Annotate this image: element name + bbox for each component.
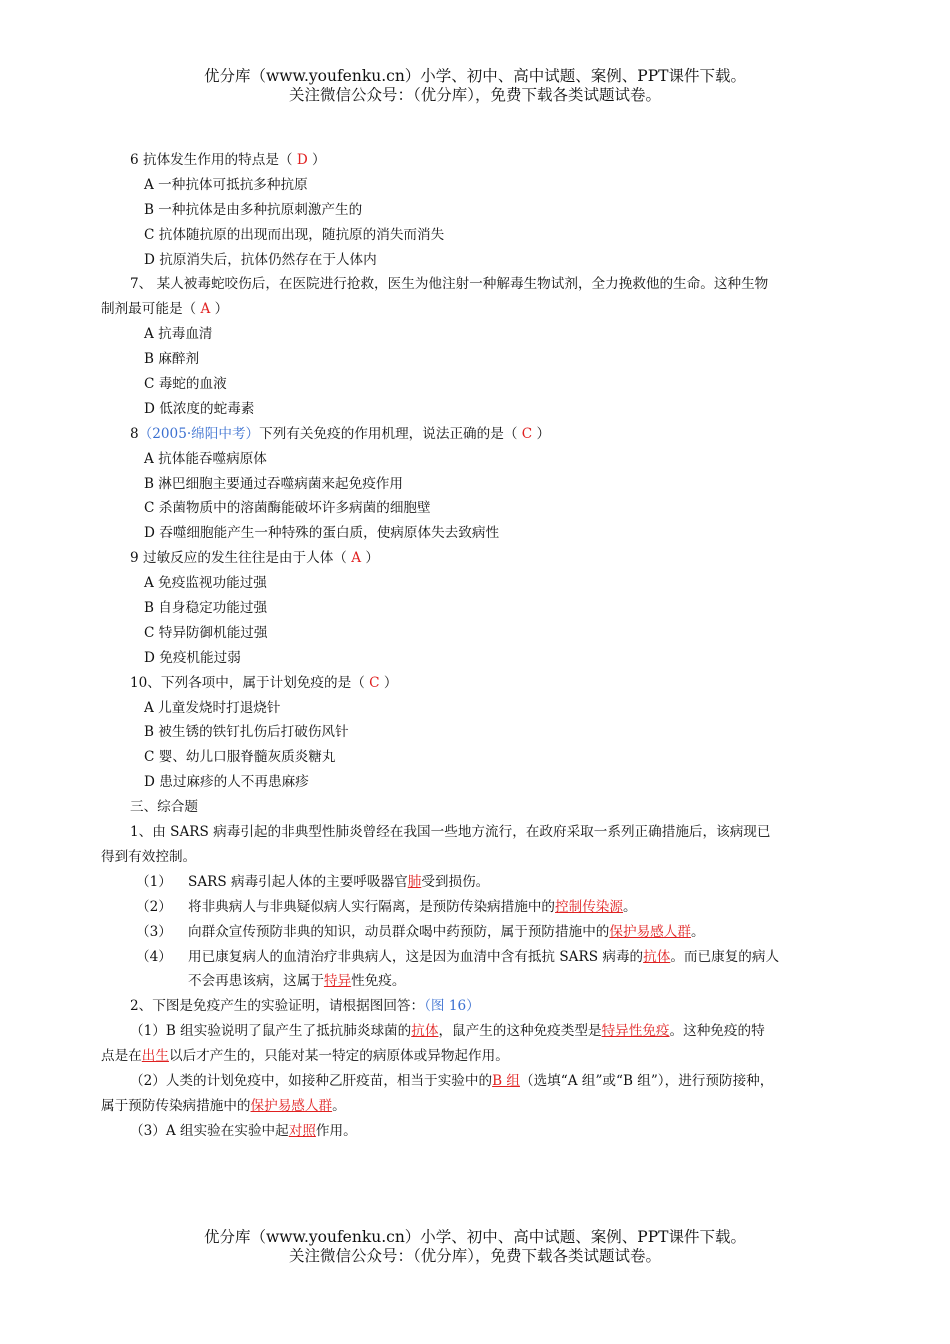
option: C 特异防御机能过强: [144, 624, 268, 641]
comp-question-2-part-2-continued: [101, 1094, 811, 1119]
sub-number: （1）: [136, 873, 172, 890]
sub-text: 。: [623, 898, 637, 915]
figure-reference: （图 16）: [424, 998, 480, 1015]
sub-text: 性免疫。: [351, 973, 406, 990]
sub-text: 将非典病人与非典疑似病人实行隔离，是预防传染病措施中的: [188, 898, 556, 915]
answer: A: [200, 301, 211, 318]
fill-answer: 特异性免疫: [601, 1023, 670, 1040]
sub-question-2: [101, 895, 811, 920]
question-stem: 2、下图是免疫产生的实验证明，请根据图回答：: [130, 998, 425, 1015]
comp-question-1-line-2: 得到有效控制。: [101, 848, 197, 865]
question-8: [101, 422, 811, 447]
fill-answer: 保护易感人群: [250, 1097, 333, 1114]
comp-question-1-line-1: 1、由 SARS 病毒引起的非典型性肺炎曾经在我国一些地方流行，在政府采取一系列正确措施后，该病现已: [130, 824, 771, 841]
question-7-line-2: [101, 297, 811, 322]
sub-text: 。: [690, 923, 705, 940]
fill-answer: 控制传染源: [555, 898, 623, 915]
fill-answer: B 组: [492, 1072, 520, 1089]
sub-text: 作用。: [315, 1122, 357, 1139]
footer-line-2: 关注微信公众号：（优分库），免费下载各类试题试卷。: [288, 1247, 661, 1265]
sub-question-4: [101, 945, 811, 970]
question-stem: 制剂最可能是（: [101, 301, 201, 318]
option: B 一种抗体是由多种抗原刺激产生的: [144, 201, 363, 218]
sub-text: （2）人类的计划免疫中，如接种乙肝疫苗，相当于实验中的: [130, 1072, 493, 1089]
fill-answer: 抗体: [643, 948, 671, 965]
question-stem: 10、下列各项中，属于计划免疫的是（: [130, 674, 370, 691]
option: A 儿童发烧时打退烧针: [144, 699, 281, 716]
option: C 杀菌物质中的溶菌酶能破坏许多病菌的细胞壁: [144, 500, 431, 517]
sub-text: 以后才产生的，只能对某一特定的病原体或异物起作用。: [168, 1048, 509, 1065]
sub-text: ，鼠产生的这种免疫类型是: [438, 1023, 602, 1040]
paren-close: ）: [307, 152, 326, 168]
option: A 抗体能吞噬病原体: [144, 450, 267, 467]
section-title: 三、综合题: [130, 799, 198, 816]
comp-question-2-part-1: [101, 1019, 811, 1044]
option: D 低浓度的蛇毒素: [144, 400, 255, 417]
sub-text: 。而已康复的病人: [670, 948, 780, 965]
option: C 抗体随抗原的出现而出现，随抗原的消失而消失: [144, 226, 445, 243]
sub-question-4-continued: [101, 969, 811, 994]
question-9: [101, 546, 811, 571]
option: D 患过麻疹的人不再患麻疹: [144, 774, 309, 791]
question-7-line-1: 7、 某人被毒蛇咬伤后，在医院进行抢救，医生为他注射一种解毒生物试剂，全力挽救他的生命。这种生物: [130, 276, 769, 293]
comp-question-2-part-1-continued: [101, 1044, 811, 1069]
sub-text: SARS 病毒引起人体的主要呼吸器官: [188, 873, 408, 890]
answer: C: [521, 425, 533, 442]
fill-answer: 肺: [407, 873, 422, 890]
header-line-1: 优分库（www.youfenku.cn）小学、初中、高中试题、案例、PPT课件下载。: [203, 67, 747, 85]
option: D 免疫机能过弱: [144, 649, 241, 666]
page-footer: [0, 1228, 950, 1266]
fill-answer: 保护易感人群: [609, 923, 691, 940]
footer-line-1: 优分库（www.youfenku.cn）小学、初中、高中试题、案例、PPT课件下载。: [203, 1228, 747, 1246]
header-line-2: 关注微信公众号：（优分库），免费下载各类试题试卷。: [288, 86, 661, 104]
option: B 麻醉剂: [144, 351, 200, 368]
sub-question-3: [101, 920, 811, 945]
fill-answer: 出生: [141, 1048, 169, 1065]
comp-question-2: [101, 994, 811, 1019]
paren-close: ）: [532, 425, 551, 442]
question-6: [101, 148, 811, 173]
sub-text: （1）B 组实验说明了鼠产生了抵抗肺炎球菌的: [130, 1023, 412, 1040]
sub-text: （3）A 组实验在实验中起: [130, 1122, 289, 1139]
sub-number: （2）: [136, 898, 172, 915]
answer: C: [369, 674, 380, 691]
question-number: 8: [130, 425, 139, 442]
sub-number: （3）: [136, 923, 172, 940]
fill-answer: 对照: [288, 1122, 316, 1139]
sub-text: 不会再患该病，这属于: [188, 973, 324, 990]
fill-answer: 抗体: [411, 1023, 439, 1040]
paren-close: ）: [210, 301, 229, 318]
option: A 一种抗体可抵抗多种抗原: [144, 176, 308, 193]
sub-text: 向群众宣传预防非典的知识，动员群众喝中药预防，属于预防措施中的: [188, 923, 610, 940]
option: C 毒蛇的血液: [144, 376, 227, 393]
sub-text: 。这种免疫的特: [669, 1023, 765, 1040]
option: B 淋巴细胞主要通过吞噬病菌来起免疫作用: [144, 475, 403, 492]
question-stem: 6 抗体发生作用的特点是（: [130, 152, 297, 168]
option: B 被生锈的铁钉扎伤后打破伤风针: [144, 724, 349, 741]
fill-answer: 特异: [323, 973, 352, 990]
comp-question-2-part-2: [101, 1069, 811, 1094]
answer: A: [351, 550, 362, 567]
document-body: [101, 148, 811, 1144]
sub-text: 受到损伤。: [421, 873, 490, 890]
sub-text: 用已康复病人的血清治疗非典病人，这是因为血清中含有抵抗 SARS 病毒的: [188, 948, 644, 965]
paren-close: ）: [361, 550, 379, 567]
question-stem: 9 过敏反应的发生往往是由于人体（: [130, 550, 352, 567]
question-10: [101, 671, 811, 696]
sub-number: （4）: [136, 948, 172, 965]
answer: D: [296, 152, 308, 168]
question-stem: 下列有关免疫的作用机理，说法正确的是（: [259, 425, 522, 442]
sub-text: （选填“A 组”或“B 组”），进行预防接种，: [520, 1072, 774, 1089]
page-header: [0, 67, 950, 105]
sub-text: 属于预防传染病措施中的: [101, 1097, 251, 1114]
sub-text: 。: [332, 1097, 346, 1114]
paren-close: ）: [379, 674, 398, 691]
question-source: （2005·绵阳中考）: [138, 425, 260, 442]
sub-text: 点是在: [101, 1048, 142, 1065]
option: D 吞噬细胞能产生一种特殊的蛋白质，使病原体失去致病性: [144, 525, 500, 542]
option: B 自身稳定功能过强: [144, 600, 268, 617]
sub-question-1: [101, 870, 811, 895]
option: D 抗原消失后，抗体仍然存在于人体内: [144, 251, 377, 268]
option: C 婴、幼儿口服脊髓灰质炎糖丸: [144, 749, 336, 766]
option: A 免疫监视功能过强: [144, 575, 267, 592]
comp-question-2-part-3: [101, 1119, 811, 1144]
option: A 抗毒血清: [144, 326, 213, 343]
